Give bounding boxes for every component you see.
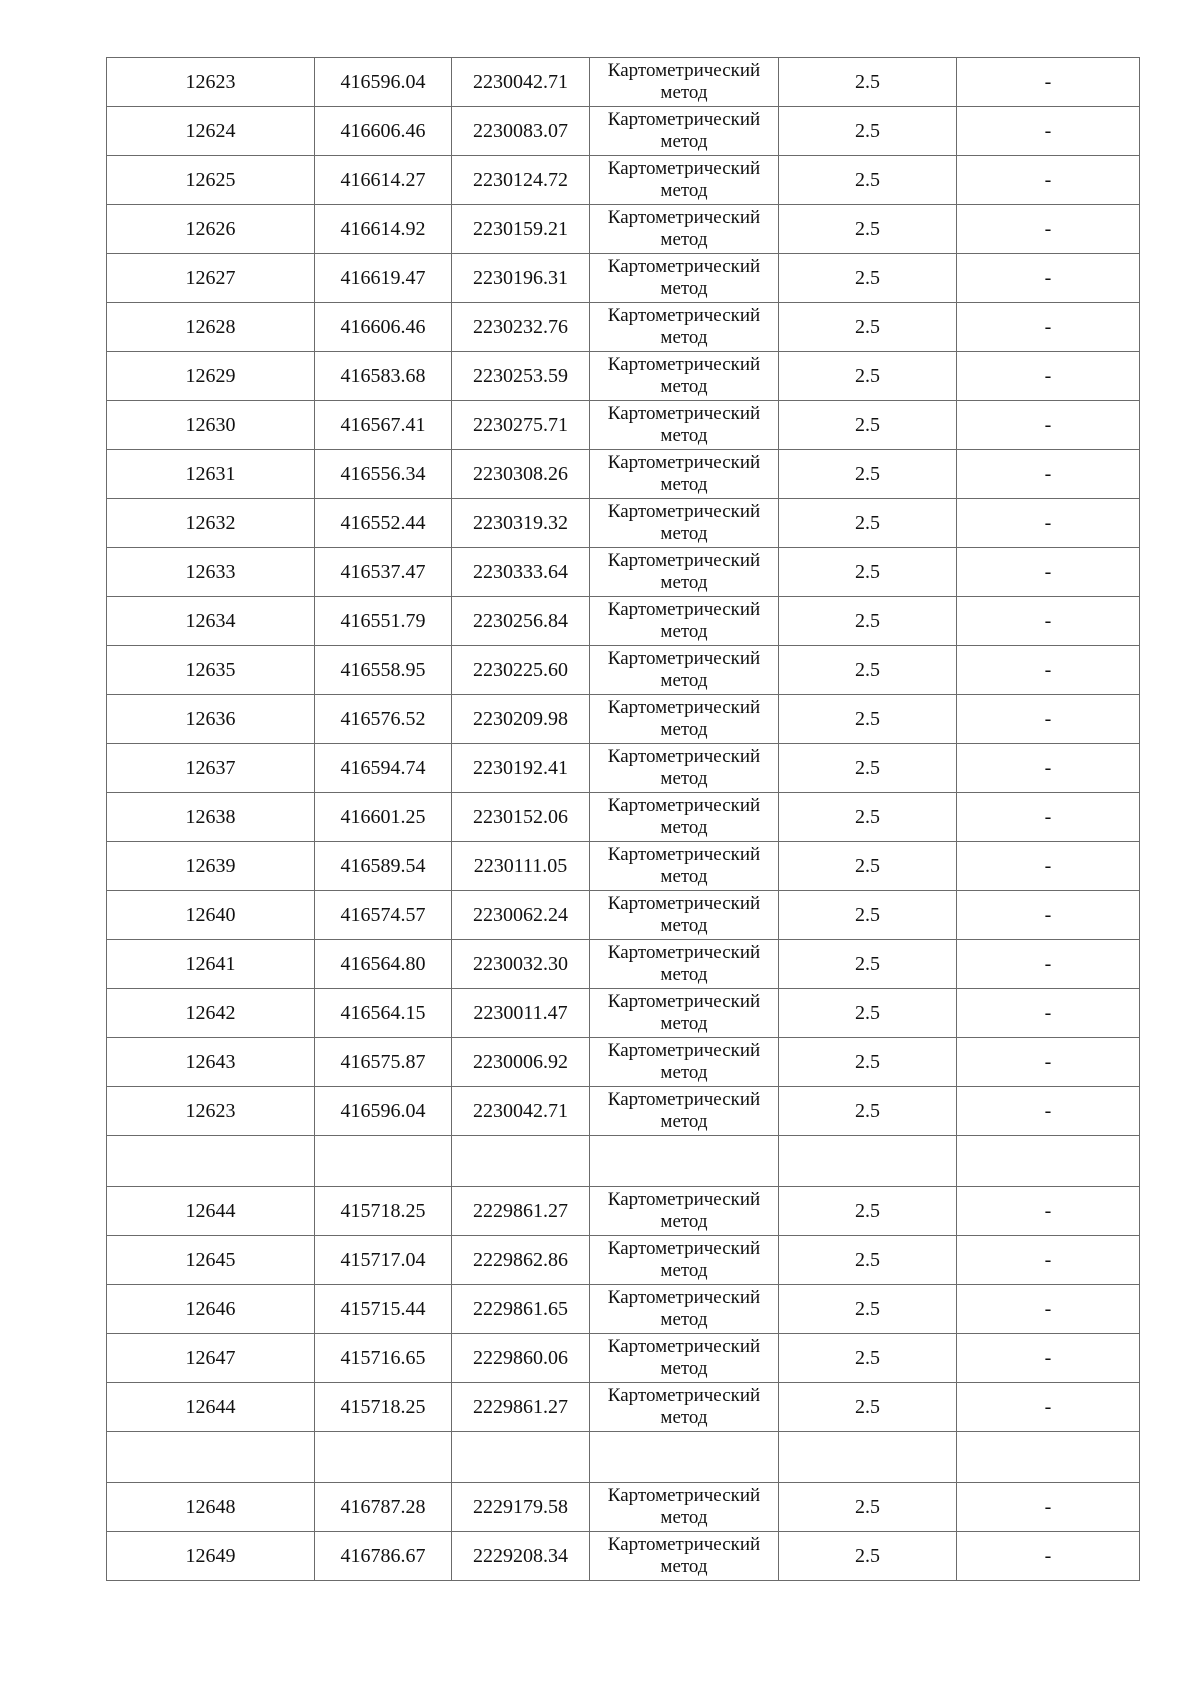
- accuracy-cell: 2.5: [779, 303, 957, 352]
- method-cell: [590, 891, 779, 940]
- method-text: Картометрический метод: [607, 1238, 761, 1281]
- table-row: [107, 352, 1140, 401]
- note-cell: -: [957, 401, 1140, 450]
- table-row: [107, 1334, 1140, 1383]
- point-number-cell: 12645: [107, 1236, 315, 1285]
- accuracy-cell: 2.5: [779, 1483, 957, 1532]
- point-number-cell: 12638: [107, 793, 315, 842]
- method-cell: [590, 254, 779, 303]
- method-text: Картометрический метод: [607, 256, 761, 299]
- table-row: [107, 891, 1140, 940]
- coordinate-y-cell: 2230253.59: [452, 352, 590, 401]
- point-number-cell: 12628: [107, 303, 315, 352]
- method-cell: [590, 597, 779, 646]
- accuracy-cell: 2.5: [779, 891, 957, 940]
- note-cell: -: [957, 1532, 1140, 1581]
- point-number-cell: 12632: [107, 499, 315, 548]
- point-number-cell: 12648: [107, 1483, 315, 1532]
- coordinate-y-cell: 2230062.24: [452, 891, 590, 940]
- table-row: [107, 107, 1140, 156]
- table-row: [107, 646, 1140, 695]
- coordinate-x-cell: [315, 1432, 452, 1483]
- coordinates-table-body: [107, 58, 1140, 1581]
- method-cell: [590, 450, 779, 499]
- coordinate-y-cell: 2230111.05: [452, 842, 590, 891]
- method-text: Картометрический метод: [607, 1385, 761, 1428]
- coordinate-x-cell: 416556.34: [315, 450, 452, 499]
- table-row: [107, 695, 1140, 744]
- coordinate-x-cell: 416564.80: [315, 940, 452, 989]
- accuracy-cell: 2.5: [779, 842, 957, 891]
- method-text: Картометрический метод: [607, 207, 761, 250]
- method-text: Картометрический метод: [607, 354, 761, 397]
- method-cell: [590, 793, 779, 842]
- coordinate-y-cell: 2230083.07: [452, 107, 590, 156]
- accuracy-cell: 2.5: [779, 58, 957, 107]
- table-row: [107, 1038, 1140, 1087]
- point-number-cell: 12633: [107, 548, 315, 597]
- coordinate-y-cell: 2230006.92: [452, 1038, 590, 1087]
- method-text: Картометрический метод: [607, 1089, 761, 1132]
- method-text: Картометрический метод: [607, 403, 761, 446]
- point-number-cell: 12630: [107, 401, 315, 450]
- method-text: Картометрический метод: [607, 1336, 761, 1379]
- coordinate-y-cell: 2230042.71: [452, 58, 590, 107]
- table-row: [107, 842, 1140, 891]
- coordinate-x-cell: 416606.46: [315, 107, 452, 156]
- coordinate-x-cell: 416786.67: [315, 1532, 452, 1581]
- method-text: Картометрический метод: [607, 599, 761, 642]
- method-cell: [590, 989, 779, 1038]
- note-cell: -: [957, 1087, 1140, 1136]
- coordinate-y-cell: 2229179.58: [452, 1483, 590, 1532]
- coordinate-y-cell: 2230011.47: [452, 989, 590, 1038]
- point-number-cell: 12629: [107, 352, 315, 401]
- coordinate-y-cell: 2230196.31: [452, 254, 590, 303]
- accuracy-cell: 2.5: [779, 597, 957, 646]
- coordinate-x-cell: [315, 1136, 452, 1187]
- coordinate-x-cell: 416596.04: [315, 1087, 452, 1136]
- note-cell: -: [957, 254, 1140, 303]
- accuracy-cell: 2.5: [779, 989, 957, 1038]
- method-text: Картометрический метод: [607, 1189, 761, 1232]
- method-cell: [590, 548, 779, 597]
- point-number-cell: 12644: [107, 1187, 315, 1236]
- note-cell: -: [957, 793, 1140, 842]
- point-number-cell: 12624: [107, 107, 315, 156]
- table-row: [107, 744, 1140, 793]
- point-number-cell: 12647: [107, 1334, 315, 1383]
- table-row: [107, 1187, 1140, 1236]
- table-row-blank: [107, 1136, 1140, 1187]
- table-row: [107, 1483, 1140, 1532]
- note-cell: -: [957, 1483, 1140, 1532]
- accuracy-cell: 2.5: [779, 548, 957, 597]
- point-number-cell: 12635: [107, 646, 315, 695]
- point-number-cell: 12644: [107, 1383, 315, 1432]
- table-row: [107, 303, 1140, 352]
- method-cell: [590, 1532, 779, 1581]
- coordinate-y-cell: [452, 1432, 590, 1483]
- coordinate-y-cell: 2230032.30: [452, 940, 590, 989]
- accuracy-cell: 2.5: [779, 940, 957, 989]
- method-text: Картометрический метод: [607, 893, 761, 936]
- accuracy-cell: 2.5: [779, 499, 957, 548]
- coordinate-x-cell: 416552.44: [315, 499, 452, 548]
- table-row: [107, 499, 1140, 548]
- accuracy-cell: 2.5: [779, 744, 957, 793]
- point-number-cell: 12634: [107, 597, 315, 646]
- method-text: Картометрический метод: [607, 305, 761, 348]
- accuracy-cell: 2.5: [779, 793, 957, 842]
- point-number-cell: 12639: [107, 842, 315, 891]
- method-cell: [590, 1187, 779, 1236]
- coordinate-y-cell: 2229862.86: [452, 1236, 590, 1285]
- table-row: [107, 989, 1140, 1038]
- table-row: [107, 58, 1140, 107]
- coordinate-y-cell: 2230225.60: [452, 646, 590, 695]
- coordinate-x-cell: 416614.92: [315, 205, 452, 254]
- method-text: Картометрический метод: [607, 452, 761, 495]
- point-number-cell: [107, 1432, 315, 1483]
- method-text: Картометрический метод: [607, 795, 761, 838]
- coordinate-x-cell: 416537.47: [315, 548, 452, 597]
- method-text: Картометрический метод: [607, 844, 761, 887]
- accuracy-cell: 2.5: [779, 1236, 957, 1285]
- method-text: Картометрический метод: [607, 501, 761, 544]
- coordinate-y-cell: 2229861.65: [452, 1285, 590, 1334]
- accuracy-cell: 2.5: [779, 1383, 957, 1432]
- accuracy-cell: 2.5: [779, 1187, 957, 1236]
- method-text: Картометрический метод: [607, 158, 761, 201]
- method-cell: [590, 940, 779, 989]
- point-number-cell: 12641: [107, 940, 315, 989]
- coordinate-x-cell: 416567.41: [315, 401, 452, 450]
- note-cell: -: [957, 548, 1140, 597]
- method-text: Картометрический метод: [607, 991, 761, 1034]
- coordinate-x-cell: 416596.04: [315, 58, 452, 107]
- coordinate-y-cell: 2230308.26: [452, 450, 590, 499]
- table-row: [107, 156, 1140, 205]
- table-row: [107, 597, 1140, 646]
- point-number-cell: 12623: [107, 58, 315, 107]
- coordinate-x-cell: 416576.52: [315, 695, 452, 744]
- method-cell: [590, 1136, 779, 1187]
- method-cell: [590, 205, 779, 254]
- note-cell: [957, 1432, 1140, 1483]
- method-cell: [590, 1285, 779, 1334]
- method-text: Картометрический метод: [607, 1287, 761, 1330]
- note-cell: -: [957, 695, 1140, 744]
- table-row: [107, 793, 1140, 842]
- coordinate-y-cell: 2229861.27: [452, 1187, 590, 1236]
- note-cell: -: [957, 1236, 1140, 1285]
- point-number-cell: 12643: [107, 1038, 315, 1087]
- table-row: [107, 1383, 1140, 1432]
- coordinate-x-cell: 416594.74: [315, 744, 452, 793]
- point-number-cell: 12637: [107, 744, 315, 793]
- note-cell: -: [957, 646, 1140, 695]
- coordinate-y-cell: 2230209.98: [452, 695, 590, 744]
- table-row: [107, 254, 1140, 303]
- accuracy-cell: 2.5: [779, 450, 957, 499]
- table-row: [107, 940, 1140, 989]
- coordinate-y-cell: 2229860.06: [452, 1334, 590, 1383]
- method-text: Картометрический метод: [607, 60, 761, 103]
- coordinate-x-cell: 416583.68: [315, 352, 452, 401]
- note-cell: -: [957, 940, 1140, 989]
- coordinate-y-cell: 2230232.76: [452, 303, 590, 352]
- note-cell: -: [957, 1334, 1140, 1383]
- table-row-blank: [107, 1432, 1140, 1483]
- method-cell: [590, 499, 779, 548]
- method-cell: [590, 107, 779, 156]
- method-cell: [590, 695, 779, 744]
- method-text: Картометрический метод: [607, 550, 761, 593]
- coordinate-x-cell: 416574.57: [315, 891, 452, 940]
- note-cell: -: [957, 842, 1140, 891]
- method-cell: [590, 1334, 779, 1383]
- coordinate-x-cell: 416606.46: [315, 303, 452, 352]
- coordinate-x-cell: 416589.54: [315, 842, 452, 891]
- method-cell: [590, 1038, 779, 1087]
- point-number-cell: 12646: [107, 1285, 315, 1334]
- method-cell: [590, 1236, 779, 1285]
- coordinate-y-cell: 2230319.32: [452, 499, 590, 548]
- note-cell: -: [957, 1038, 1140, 1087]
- method-text: Картометрический метод: [607, 1485, 761, 1528]
- note-cell: -: [957, 891, 1140, 940]
- table-row: [107, 205, 1140, 254]
- coordinate-y-cell: 2230124.72: [452, 156, 590, 205]
- note-cell: -: [957, 303, 1140, 352]
- point-number-cell: 12627: [107, 254, 315, 303]
- note-cell: -: [957, 744, 1140, 793]
- point-number-cell: [107, 1136, 315, 1187]
- method-cell: [590, 401, 779, 450]
- coordinate-x-cell: 416787.28: [315, 1483, 452, 1532]
- accuracy-cell: 2.5: [779, 1038, 957, 1087]
- accuracy-cell: 2.5: [779, 1285, 957, 1334]
- table-row: [107, 450, 1140, 499]
- method-text: Картометрический метод: [607, 1040, 761, 1083]
- table-row: [107, 1087, 1140, 1136]
- coordinate-y-cell: 2230256.84: [452, 597, 590, 646]
- accuracy-cell: 2.5: [779, 156, 957, 205]
- point-number-cell: 12623: [107, 1087, 315, 1136]
- method-cell: [590, 303, 779, 352]
- method-cell: [590, 1432, 779, 1483]
- coordinate-x-cell: 415716.65: [315, 1334, 452, 1383]
- coordinate-x-cell: 416564.15: [315, 989, 452, 1038]
- point-number-cell: 12636: [107, 695, 315, 744]
- point-number-cell: 12640: [107, 891, 315, 940]
- note-cell: -: [957, 1383, 1140, 1432]
- coordinate-y-cell: 2230152.06: [452, 793, 590, 842]
- method-cell: [590, 58, 779, 107]
- coordinate-x-cell: 416551.79: [315, 597, 452, 646]
- table-row: [107, 1285, 1140, 1334]
- accuracy-cell: 2.5: [779, 401, 957, 450]
- note-cell: -: [957, 352, 1140, 401]
- coordinate-y-cell: [452, 1136, 590, 1187]
- coordinate-x-cell: 416614.27: [315, 156, 452, 205]
- method-cell: [590, 1383, 779, 1432]
- method-cell: [590, 352, 779, 401]
- accuracy-cell: 2.5: [779, 1532, 957, 1581]
- method-cell: [590, 156, 779, 205]
- method-text: Картометрический метод: [607, 648, 761, 691]
- table-row: [107, 401, 1140, 450]
- coordinate-y-cell: 2229208.34: [452, 1532, 590, 1581]
- note-cell: [957, 1136, 1140, 1187]
- point-number-cell: 12626: [107, 205, 315, 254]
- table-row: [107, 1532, 1140, 1581]
- table-row: [107, 1236, 1140, 1285]
- method-cell: [590, 646, 779, 695]
- accuracy-cell: [779, 1136, 957, 1187]
- method-text: Картометрический метод: [607, 746, 761, 789]
- method-cell: [590, 842, 779, 891]
- coordinate-x-cell: 416575.87: [315, 1038, 452, 1087]
- note-cell: -: [957, 1285, 1140, 1334]
- note-cell: -: [957, 450, 1140, 499]
- point-number-cell: 12649: [107, 1532, 315, 1581]
- note-cell: -: [957, 156, 1140, 205]
- method-cell: [590, 744, 779, 793]
- accuracy-cell: 2.5: [779, 352, 957, 401]
- note-cell: -: [957, 205, 1140, 254]
- point-number-cell: 12625: [107, 156, 315, 205]
- note-cell: -: [957, 107, 1140, 156]
- accuracy-cell: 2.5: [779, 695, 957, 744]
- note-cell: -: [957, 597, 1140, 646]
- method-text: Картометрический метод: [607, 1534, 761, 1577]
- coordinate-y-cell: 2229861.27: [452, 1383, 590, 1432]
- accuracy-cell: 2.5: [779, 254, 957, 303]
- coordinate-x-cell: 415718.25: [315, 1383, 452, 1432]
- coordinate-y-cell: 2230159.21: [452, 205, 590, 254]
- method-text: Картометрический метод: [607, 697, 761, 740]
- coordinate-x-cell: 416558.95: [315, 646, 452, 695]
- note-cell: -: [957, 1187, 1140, 1236]
- accuracy-cell: [779, 1432, 957, 1483]
- point-number-cell: 12631: [107, 450, 315, 499]
- method-text: Картометрический метод: [607, 109, 761, 152]
- method-cell: [590, 1483, 779, 1532]
- accuracy-cell: 2.5: [779, 1087, 957, 1136]
- coordinate-y-cell: 2230275.71: [452, 401, 590, 450]
- coordinate-x-cell: 416601.25: [315, 793, 452, 842]
- coordinate-x-cell: 416619.47: [315, 254, 452, 303]
- coordinate-y-cell: 2230333.64: [452, 548, 590, 597]
- note-cell: -: [957, 499, 1140, 548]
- method-cell: [590, 1087, 779, 1136]
- coordinate-x-cell: 415718.25: [315, 1187, 452, 1236]
- accuracy-cell: 2.5: [779, 205, 957, 254]
- point-number-cell: 12642: [107, 989, 315, 1038]
- accuracy-cell: 2.5: [779, 646, 957, 695]
- accuracy-cell: 2.5: [779, 1334, 957, 1383]
- note-cell: -: [957, 989, 1140, 1038]
- coordinate-y-cell: 2230192.41: [452, 744, 590, 793]
- coordinate-y-cell: 2230042.71: [452, 1087, 590, 1136]
- accuracy-cell: 2.5: [779, 107, 957, 156]
- method-text: Картометрический метод: [607, 942, 761, 985]
- note-cell: -: [957, 58, 1140, 107]
- coordinate-x-cell: 415715.44: [315, 1285, 452, 1334]
- coordinate-x-cell: 415717.04: [315, 1236, 452, 1285]
- coordinates-table: [106, 57, 1140, 1581]
- table-row: [107, 548, 1140, 597]
